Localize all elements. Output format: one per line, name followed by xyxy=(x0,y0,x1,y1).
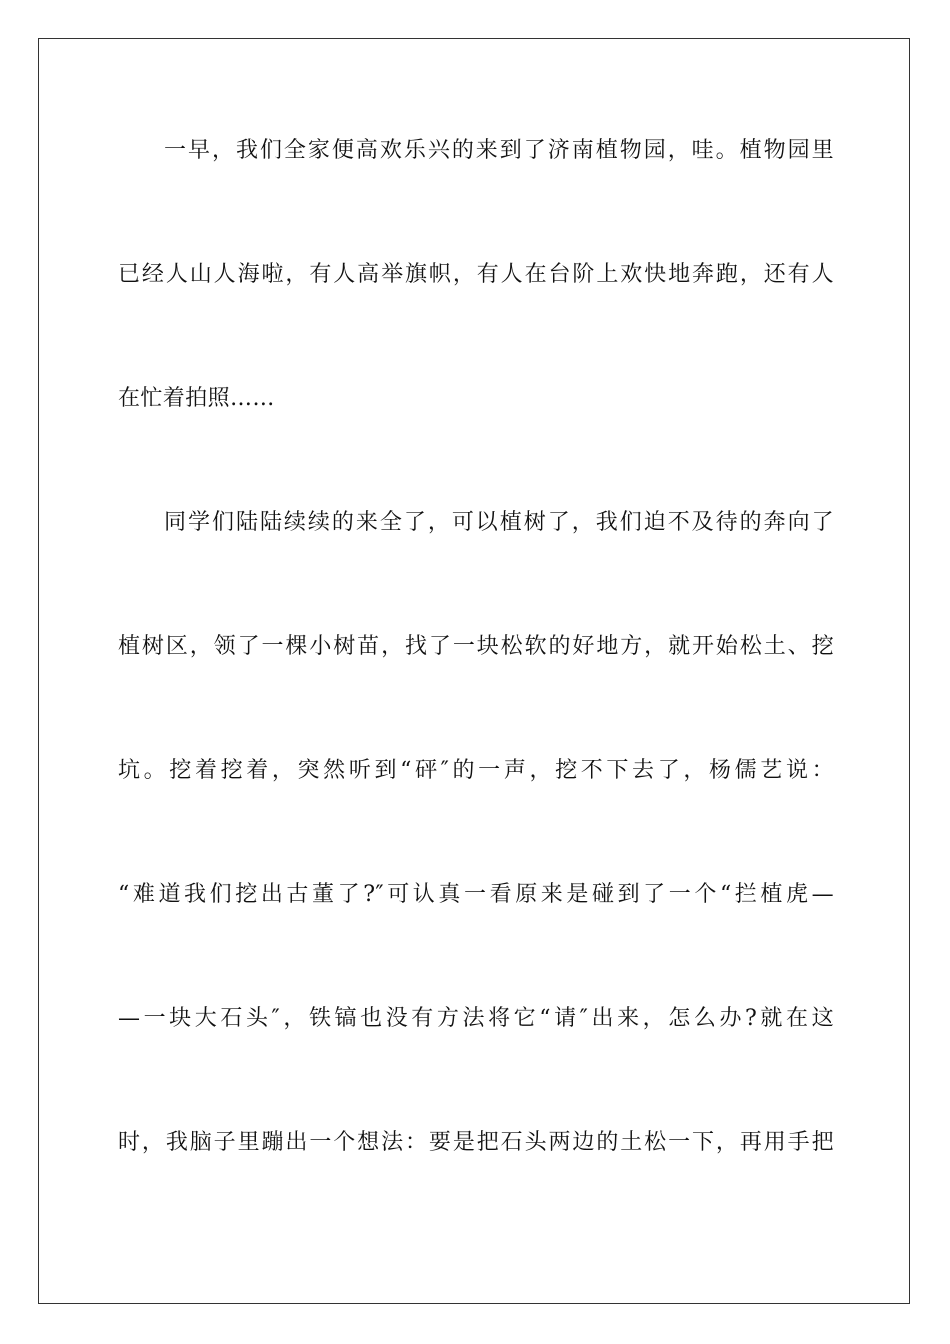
paragraph-1-line-3: 在忙着拍照…… xyxy=(118,386,275,411)
page-border xyxy=(38,38,910,1304)
paragraph-1-line-1: 一早，我们全家便高欢乐兴的来到了济南植物园，哇。植物园里 xyxy=(164,138,834,163)
paragraph-2-line-6: 时，我脑子里蹦出一个想法：要是把石头两边的土松一下，再用手把 xyxy=(118,1130,834,1155)
paragraph-2-line-3: 坑。挖着挖着，突然听到“砰″的一声，挖不下去了，杨儒艺说： xyxy=(118,758,834,783)
paragraph-1-line-2: 已经人山人海啦，有人高举旗帜，有人在台阶上欢快地奔跑，还有人 xyxy=(118,262,834,287)
paragraph-2-line-1: 同学们陆陆续续的来全了，可以植树了，我们迫不及待的奔向了 xyxy=(164,510,834,535)
paragraph-2-line-5: —一块大石头″，铁镐也没有方法将它“请″出来，怎么办?就在这 xyxy=(118,1006,834,1031)
paragraph-2-line-2: 植树区，领了一棵小树苗，找了一块松软的好地方，就开始松土、挖 xyxy=(118,634,834,659)
paragraph-2-line-4: “难道我们挖出古董了?″可认真一看原来是碰到了一个“拦植虎— xyxy=(118,882,834,907)
